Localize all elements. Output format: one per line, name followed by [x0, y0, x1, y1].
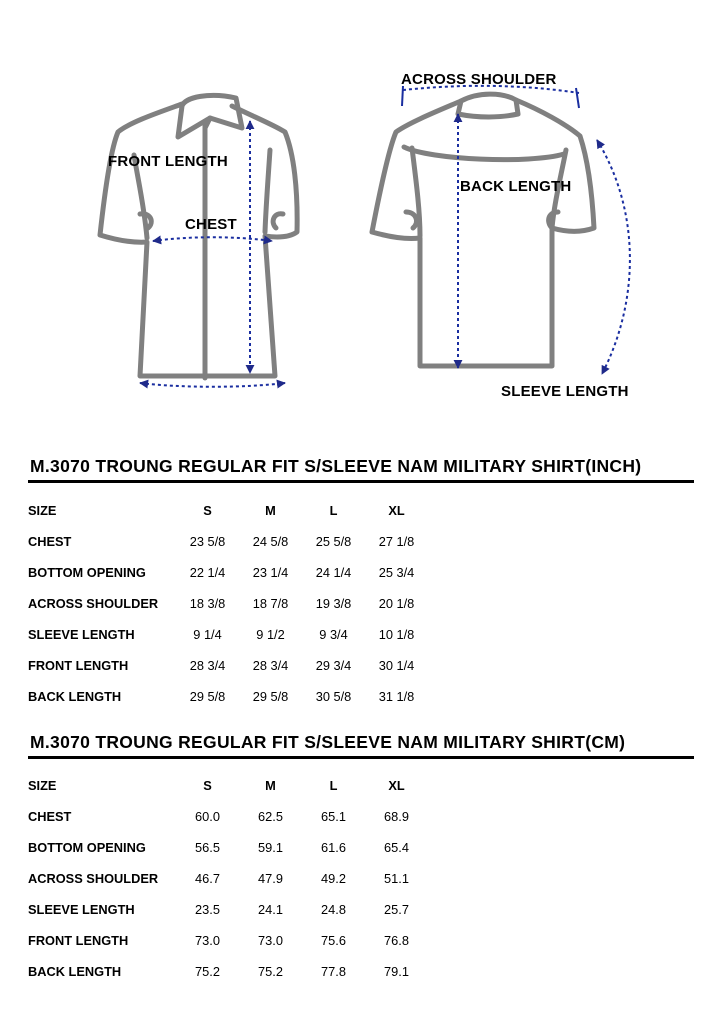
table-row	[26, 832, 428, 863]
cm-size-table	[26, 770, 428, 987]
measurement-value: 61.6	[321, 840, 346, 855]
table-row	[26, 650, 428, 681]
size-header-cell: S	[203, 503, 212, 518]
size-header-label: SIZE	[28, 778, 57, 793]
measurement-value: 9 3/4	[319, 627, 348, 642]
cm-title-rule	[28, 756, 694, 759]
table-row	[26, 863, 428, 894]
measurement-label: BACK LENGTH	[28, 964, 122, 979]
sleeve-length-arrow	[597, 140, 630, 374]
back-left-cuff-curl	[406, 212, 417, 228]
size-header-cell: XL	[388, 778, 405, 793]
back-shirt-drawing	[372, 94, 594, 366]
table-row	[26, 588, 428, 619]
measurement-value: 65.4	[384, 840, 409, 855]
measurement-value: 73.0	[258, 933, 283, 948]
measurement-label: BACK LENGTH	[28, 689, 122, 704]
measurement-label: SLEEVE LENGTH	[28, 627, 135, 642]
back-measure-lines	[402, 86, 630, 374]
measurement-value: 29 5/8	[252, 689, 289, 704]
measurement-value: 18 3/8	[189, 596, 226, 611]
across-shoulder-label: ACROSS SHOULDER	[401, 71, 557, 88]
measurement-value: 31 1/8	[378, 689, 415, 704]
measurement-value: 25.7	[384, 902, 409, 917]
measurement-value: 24.8	[321, 902, 346, 917]
inch-table-body	[26, 495, 428, 712]
table-header-row	[26, 495, 428, 526]
inch-size-table	[26, 495, 428, 712]
measurement-value: 75.6	[321, 933, 346, 948]
measurement-value: 9 1/2	[256, 627, 285, 642]
measurement-value: 62.5	[258, 809, 283, 824]
size-header-cell: M	[265, 503, 276, 518]
measurement-value: 27 1/8	[378, 534, 415, 549]
measurement-label: BOTTOM OPENING	[28, 565, 146, 580]
measurement-label: CHEST	[28, 809, 72, 824]
measurement-label: SLEEVE LENGTH	[28, 902, 135, 917]
measurement-value: 68.9	[384, 809, 409, 824]
measurement-value: 24 5/8	[252, 534, 289, 549]
size-header-cell: XL	[388, 503, 405, 518]
table-row	[26, 681, 428, 712]
measurement-value: 75.2	[258, 964, 283, 979]
measurement-value: 30 5/8	[315, 689, 352, 704]
cm-table-title: M.3070 TROUNG REGULAR FIT S/SLEEVE NAM MILITARY SHIRT(CM)	[30, 732, 626, 752]
measurement-value: 49.2	[321, 871, 346, 886]
measurement-value: 46.7	[195, 871, 220, 886]
measurement-value: 51.1	[384, 871, 409, 886]
measurement-value: 22 1/4	[189, 565, 226, 580]
measurement-value: 65.1	[321, 809, 346, 824]
shoulder-right-tick	[576, 88, 579, 108]
table-row	[26, 956, 428, 987]
measurement-value: 60.0	[195, 809, 220, 824]
measurement-value: 24 1/4	[315, 565, 352, 580]
measurement-value: 29 5/8	[189, 689, 226, 704]
size-header-cell: L	[329, 778, 338, 793]
table-header-row	[26, 770, 428, 801]
measurement-label: ACROSS SHOULDER	[28, 596, 159, 611]
measurement-label: ACROSS SHOULDER	[28, 871, 159, 886]
front-length-label: FRONT LENGTH	[108, 153, 228, 170]
measurement-label: FRONT LENGTH	[28, 658, 129, 673]
front-right-sleeve-seam	[265, 150, 270, 232]
measurement-value: 75.2	[195, 964, 220, 979]
measurement-value: 28 3/4	[252, 658, 289, 673]
chest-arrow	[153, 237, 272, 241]
chest-label: CHEST	[185, 216, 237, 233]
table-row	[26, 557, 428, 588]
front-right-cuff-curl	[273, 214, 283, 228]
table-row	[26, 801, 428, 832]
back-length-label: BACK LENGTH	[460, 178, 572, 195]
front-shirt-drawing	[100, 95, 297, 378]
measurement-value: 56.5	[195, 840, 220, 855]
measurement-value: 28 3/4	[189, 658, 226, 673]
size-header-cell: M	[265, 778, 276, 793]
measurement-value: 30 1/4	[378, 658, 415, 673]
shoulder-left-tick	[402, 86, 403, 106]
back-shirt-body-outline	[372, 100, 594, 366]
measurement-value: 23 5/8	[189, 534, 226, 549]
table-row	[26, 925, 428, 956]
measurement-value: 9 1/4	[193, 627, 222, 642]
bottom-opening-arrow	[140, 383, 285, 387]
measurement-value: 73.0	[195, 933, 220, 948]
measurement-diagram	[0, 0, 723, 420]
measurement-value: 79.1	[384, 964, 409, 979]
sleeve-length-label: SLEEVE LENGTH	[501, 383, 629, 400]
table-row	[26, 526, 428, 557]
cm-table-body	[26, 770, 428, 987]
measurement-value: 25 5/8	[315, 534, 352, 549]
measurement-value: 19 3/8	[315, 596, 352, 611]
measurement-value: 10 1/8	[378, 627, 415, 642]
measurement-value: 24.1	[258, 902, 283, 917]
back-yoke-seam	[404, 147, 564, 160]
measurement-value: 47.9	[258, 871, 283, 886]
measurement-value: 23 1/4	[252, 565, 289, 580]
measurement-value: 76.8	[384, 933, 409, 948]
measurement-value: 77.8	[321, 964, 346, 979]
measurement-value: 29 3/4	[315, 658, 352, 673]
measurement-value: 23.5	[195, 902, 220, 917]
measurement-value: 18 7/8	[252, 596, 289, 611]
table-row	[26, 619, 428, 650]
measurement-value: 59.1	[258, 840, 283, 855]
measurement-label: BOTTOM OPENING	[28, 840, 146, 855]
table-row	[26, 894, 428, 925]
back-collar	[458, 94, 518, 117]
measurement-label: CHEST	[28, 534, 72, 549]
inch-table-title: M.3070 TROUNG REGULAR FIT S/SLEEVE NAM MILITARY SHIRT(INCH)	[30, 456, 642, 476]
measurement-label: FRONT LENGTH	[28, 933, 129, 948]
measurement-value: 20 1/8	[378, 596, 415, 611]
inch-title-rule	[28, 480, 694, 483]
size-header-cell: L	[329, 503, 338, 518]
size-header-cell: S	[203, 778, 212, 793]
measurement-value: 25 3/4	[378, 565, 415, 580]
size-header-label: SIZE	[28, 503, 57, 518]
